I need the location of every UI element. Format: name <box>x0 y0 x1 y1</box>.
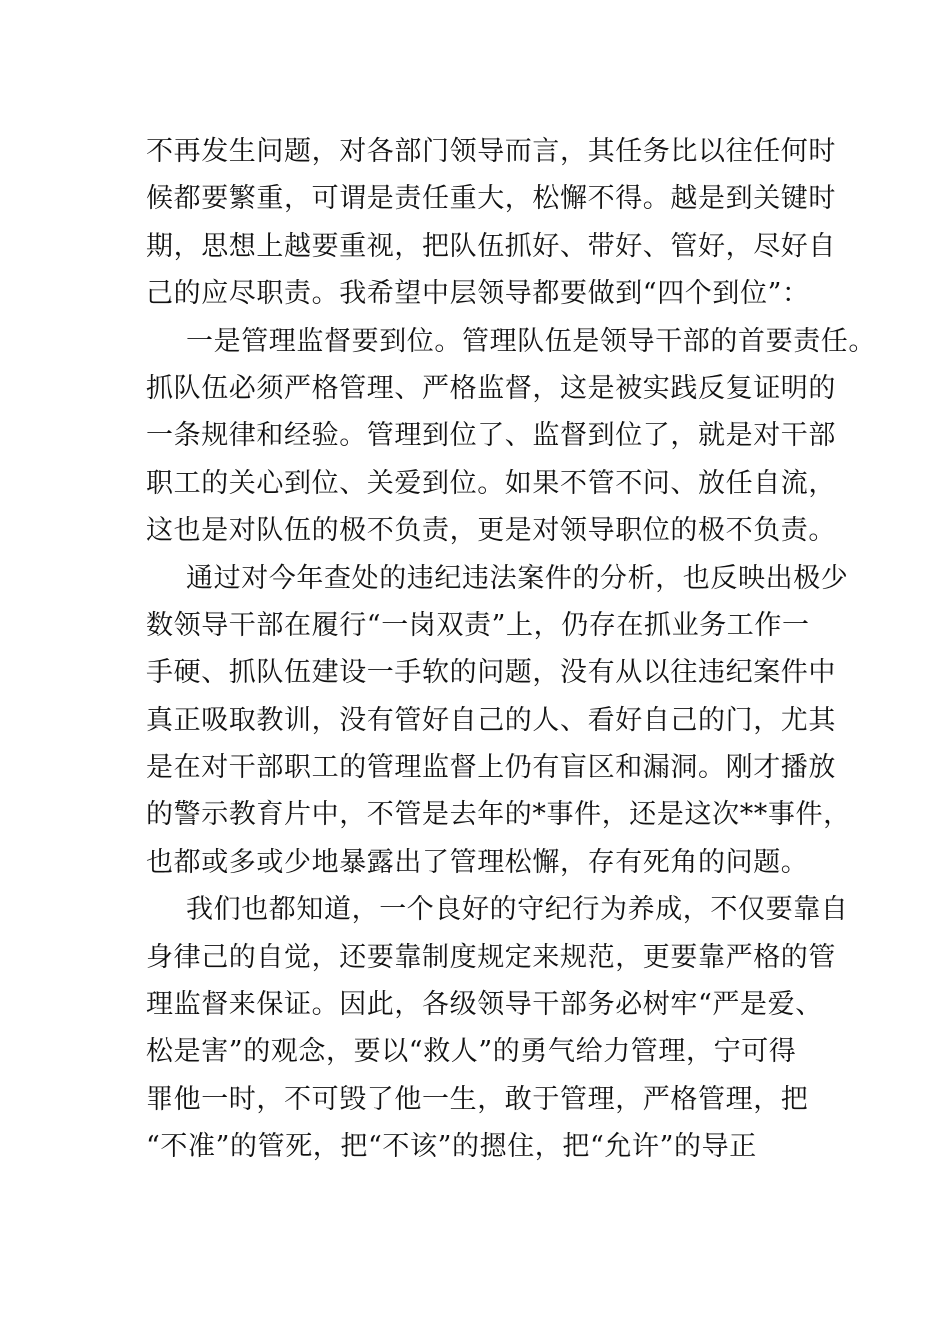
text-line: “不准”的管死，把“不该”的摁住，把“允许”的导正 <box>146 1131 757 1163</box>
text-line: 不再发生问题，对各部门领导而言，其任务比以往任何时 <box>146 136 836 167</box>
text-line: 松是害”的观念，要以“救人”的勇气给力管理，宁可得 <box>146 1036 797 1068</box>
text-line: 是在对干部职工的管理监督上仍有盲区和漏洞。刚才播放 <box>146 752 836 784</box>
text-line: 己的应尽职责。我希望中层领导都要做到“四个到位”： <box>146 278 810 310</box>
text-line: 手硬、抓队伍建设一手软的问题，没有从以往违纪案件中 <box>146 657 836 689</box>
text-line: 真正吸取教训，没有管好自己的人、看好自己的门，尤其 <box>146 704 836 736</box>
text-line: 一条规律和经验。管理到位了、监督到位了，就是对干部 <box>146 420 836 452</box>
text-line: 数领导干部在履行“一岗双责”上，仍存在抓业务工作一 <box>146 609 810 641</box>
text-line: 身律己的自觉，还要靠制度规定来规范，更要靠严格的管 <box>146 941 836 973</box>
text-line: 罪他一时，不可毁了他一生，敢于管理，严格管理，把 <box>146 1083 809 1115</box>
text-line: 期，思想上越要重视，把队伍抓好、带好、管好，尽好自 <box>146 230 836 262</box>
paragraph-first-line: 一是管理监督要到位。管理队伍是领导干部的首要责任。 <box>186 325 876 357</box>
text-line: 的警示教育片中，不管是去年的*事件，还是这次**事件， <box>146 799 851 831</box>
text-line: 这也是对队伍的极不负责，更是对领导职位的极不负责。 <box>146 515 836 547</box>
text-line: 理监督来保证。因此，各级领导干部务必树牢“严是爱、 <box>146 989 823 1021</box>
text-line: 抓队伍必须严格管理、严格监督，这是被实践反复证明的 <box>146 372 836 404</box>
text-line: 职工的关心到位、关爱到位。如果不管不问、放任自流， <box>146 467 836 499</box>
text-line: 候都要繁重，可谓是责任重大，松懈不得。越是到关键时 <box>146 183 836 215</box>
document-body <box>146 128 876 1171</box>
paragraph-first-line: 我们也都知道，一个良好的守纪行为养成，不仅要靠自 <box>186 894 849 926</box>
paragraph-first-line: 通过对今年查处的违纪违法案件的分析，也反映出极少 <box>186 562 849 594</box>
text-line: 也都或多或少地暴露出了管理松懈，存有死角的问题。 <box>146 846 809 878</box>
